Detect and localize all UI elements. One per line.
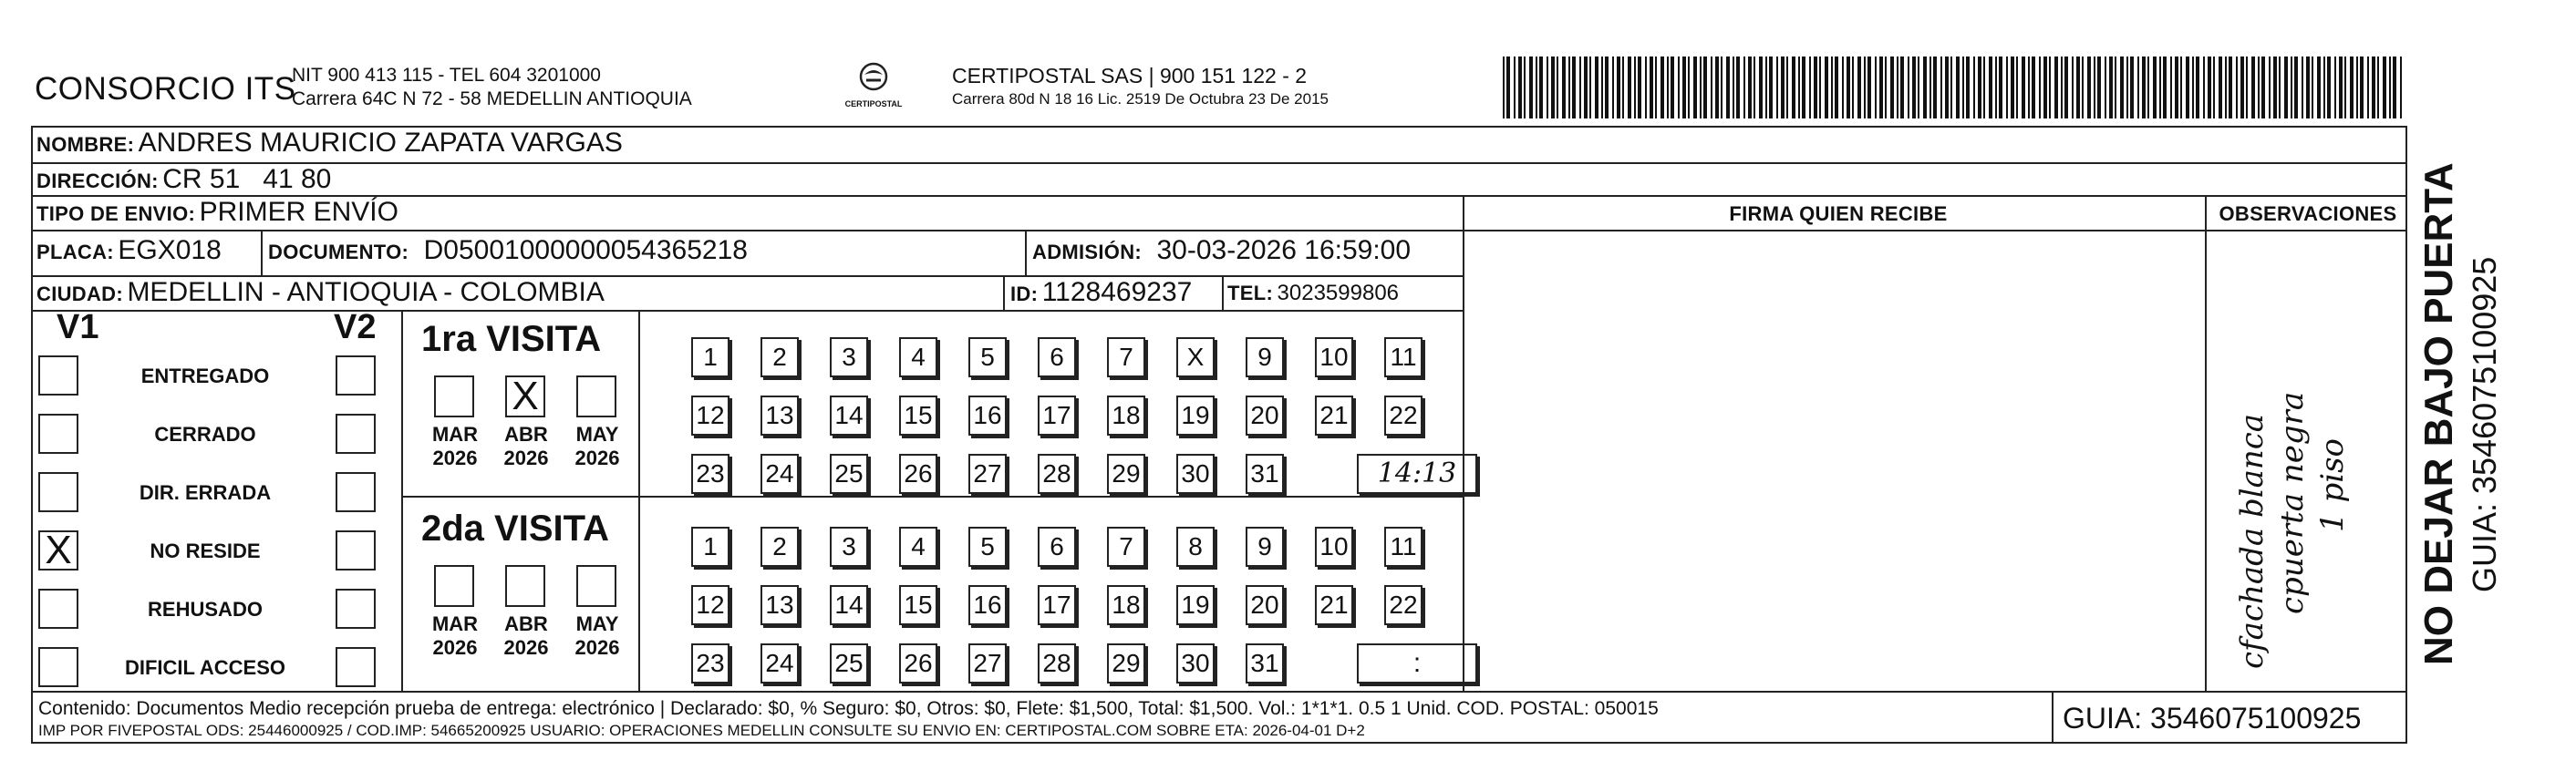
- day-box[interactable]: 25: [830, 454, 868, 494]
- nombre-row: [36, 128, 623, 159]
- no-dejar-bajo-puerta: NO DEJAR BAJO PUERTA: [2416, 162, 2461, 665]
- month-label: [565, 423, 629, 470]
- admision-value: 30-03-2026 16:59:00: [1156, 235, 1412, 265]
- obs-line-3: 1 piso: [2314, 438, 2351, 532]
- month-year: 2026: [432, 447, 478, 469]
- day-box[interactable]: 13: [760, 585, 799, 625]
- day-box[interactable]: 26: [899, 643, 937, 684]
- day-box[interactable]: 8: [1176, 527, 1215, 567]
- month-name: ABR: [504, 612, 548, 635]
- day-box[interactable]: 18: [1107, 585, 1145, 625]
- day-box[interactable]: 10: [1315, 527, 1353, 567]
- status-label: DIFICIL ACCESO: [124, 656, 285, 679]
- postal-nit-line: CERTIPOSTAL SAS | 900 151 122 - 2: [952, 64, 1308, 87]
- v2-checkbox[interactable]: [336, 414, 376, 454]
- time-box[interactable]: 14:13: [1357, 454, 1477, 494]
- certipostal-logo: [837, 62, 910, 117]
- v1-checkbox[interactable]: [38, 472, 78, 512]
- company-nit-line: NIT 900 413 115 - TEL 604 3201000: [292, 65, 601, 86]
- observaciones-area: [2209, 231, 2404, 689]
- day-box[interactable]: 27: [968, 643, 1007, 684]
- delivery-form: [31, 126, 2407, 744]
- day-box[interactable]: 12: [691, 396, 729, 436]
- month-label: [423, 612, 487, 660]
- admision-label: ADMISIÓN:: [1032, 241, 1143, 263]
- day-box[interactable]: 26: [899, 454, 937, 494]
- day-box[interactable]: 16: [968, 585, 1007, 625]
- day-box[interactable]: 20: [1246, 396, 1284, 436]
- day-box[interactable]: 28: [1038, 643, 1076, 684]
- tipo-envio-value: PRIMER ENVÍO: [199, 197, 398, 227]
- month-year: 2026: [432, 636, 478, 659]
- month-year: 2026: [574, 636, 620, 659]
- obs-line-1: cfachada blanca: [2234, 413, 2271, 669]
- placa-cell: [36, 235, 222, 266]
- v2-header: V2: [334, 308, 377, 346]
- documento-cell: [268, 235, 748, 266]
- day-box[interactable]: 20: [1246, 585, 1284, 625]
- day-box[interactable]: 23: [691, 643, 729, 684]
- firma-label: FIRMA QUIEN RECIBE: [1729, 202, 1948, 225]
- nombre-value: ANDRES MAURICIO ZAPATA VARGAS: [138, 128, 623, 158]
- day-box[interactable]: 21: [1315, 396, 1353, 436]
- id-label: ID:: [1010, 283, 1039, 305]
- day-box[interactable]: 27: [968, 454, 1007, 494]
- company-name: CONSORCIO ITS: [35, 71, 296, 107]
- day-box[interactable]: 25: [830, 643, 868, 684]
- company-address-line: Carrera 64C N 72 - 58 MEDELLIN ANTIOQUIA: [292, 88, 692, 109]
- day-box[interactable]: 7: [1107, 527, 1145, 567]
- status-label: CERRADO: [154, 423, 256, 446]
- tel-label: TEL:: [1227, 282, 1274, 304]
- month-year: 2026: [503, 636, 549, 659]
- month-checkbox[interactable]: X: [505, 375, 545, 417]
- day-box[interactable]: 29: [1107, 643, 1145, 684]
- footer-contenido: Contenido: Documentos Medio recepción prueba de entrega: electrónico | Declarado: $0, % Seguro: $0, Otros: $0, Flete: $1,500, Total: $1,500. Vol.: 1*1*1. 0.5 1 Unid. COD. POSTAL: 050015: [38, 698, 1659, 719]
- documento-label: DOCUMENTO:: [268, 241, 409, 263]
- day-box[interactable]: 24: [760, 643, 799, 684]
- postal-address-line: Carrera 80d N 18 16 Lic. 2519 De Octubra 23 De 2015: [952, 90, 1329, 108]
- month-label: [423, 423, 487, 470]
- month-name: ABR: [504, 423, 548, 446]
- day-box[interactable]: 16: [968, 396, 1007, 436]
- month-name: MAY: [575, 612, 619, 635]
- day-box[interactable]: 9: [1246, 527, 1284, 567]
- month-checkbox[interactable]: [576, 565, 616, 607]
- day-box[interactable]: 31: [1246, 454, 1284, 494]
- day-box[interactable]: 5: [968, 527, 1007, 567]
- day-box[interactable]: 14: [830, 396, 868, 436]
- month-name: MAR: [431, 612, 479, 635]
- day-box[interactable]: 19: [1176, 396, 1215, 436]
- month-checkbox[interactable]: [434, 375, 474, 417]
- v1-header: V1: [57, 308, 99, 346]
- month-label: [494, 612, 558, 660]
- placa-label: PLACA:: [36, 241, 114, 263]
- day-box[interactable]: 14: [830, 585, 868, 625]
- day-box[interactable]: 15: [899, 396, 937, 436]
- time-box[interactable]: :: [1357, 643, 1477, 684]
- month-label: [494, 423, 558, 470]
- day-box[interactable]: 10: [1315, 337, 1353, 377]
- direccion-value: CR 51 41 80: [162, 164, 332, 194]
- v1-checkbox[interactable]: [38, 589, 78, 629]
- month-checkbox[interactable]: [505, 565, 545, 607]
- month-year: 2026: [574, 447, 620, 469]
- tipo-envio-row: [36, 197, 398, 228]
- day-box[interactable]: 6: [1038, 527, 1076, 567]
- side-guia: GUIA: 3546075100925: [2466, 256, 2503, 592]
- v1-checkbox[interactable]: [38, 414, 78, 454]
- day-box[interactable]: 30: [1176, 643, 1215, 684]
- day-box[interactable]: 22: [1384, 396, 1422, 436]
- v2-checkbox[interactable]: [336, 355, 376, 396]
- day-box[interactable]: 5: [968, 337, 1007, 377]
- day-box[interactable]: 3: [830, 337, 868, 377]
- id-value: 1128469237: [1041, 277, 1193, 307]
- month-checkbox[interactable]: [576, 375, 616, 417]
- id-cell: [1010, 277, 1192, 308]
- month-checkbox[interactable]: [434, 565, 474, 607]
- month-name: MAY: [575, 423, 619, 446]
- day-box[interactable]: 1: [691, 337, 729, 377]
- month-name: MAR: [431, 423, 479, 446]
- day-box[interactable]: 17: [1038, 396, 1076, 436]
- observaciones-label: OBSERVACIONES: [2219, 202, 2397, 225]
- day-box[interactable]: 11: [1384, 337, 1422, 377]
- day-box[interactable]: 4: [899, 527, 937, 567]
- status-label: NO RESIDE: [150, 540, 261, 562]
- footer-guia: GUIA: 3546075100925: [2063, 702, 2362, 735]
- admision-cell: [1032, 235, 1411, 266]
- status-label: DIR. ERRADA: [139, 481, 272, 504]
- day-box[interactable]: 11: [1384, 527, 1422, 567]
- direccion-label: DIRECCIÓN:: [36, 170, 159, 192]
- day-box[interactable]: 4: [899, 337, 937, 377]
- visit2-title: 2da VISITA: [421, 509, 609, 549]
- status-label: REHUSADO: [148, 598, 263, 621]
- placa-value: EGX018: [118, 235, 222, 265]
- ciudad-cell: [36, 277, 605, 308]
- day-box[interactable]: 6: [1038, 337, 1076, 377]
- v2-checkbox[interactable]: [336, 472, 376, 512]
- day-box[interactable]: 13: [760, 396, 799, 436]
- direccion-row: [36, 164, 331, 195]
- day-box[interactable]: 17: [1038, 585, 1076, 625]
- day-box[interactable]: 9: [1246, 337, 1284, 377]
- tel-cell: [1227, 281, 1399, 306]
- day-box[interactable]: 2: [760, 337, 799, 377]
- v1-checkbox[interactable]: [38, 355, 78, 396]
- day-box[interactable]: 1: [691, 527, 729, 567]
- day-box[interactable]: 2: [760, 527, 799, 567]
- day-box[interactable]: 3: [830, 527, 868, 567]
- day-box[interactable]: X: [1176, 337, 1215, 377]
- signature-area[interactable]: [1466, 231, 2203, 689]
- nombre-label: NOMBRE:: [36, 133, 135, 156]
- day-box[interactable]: 24: [760, 454, 799, 494]
- day-box[interactable]: 7: [1107, 337, 1145, 377]
- day-box[interactable]: 15: [899, 585, 937, 625]
- day-box[interactable]: 30: [1176, 454, 1215, 494]
- ciudad-value: MEDELLIN - ANTIOQUIA - COLOMBIA: [127, 277, 605, 307]
- tel-value: 3023599806: [1277, 281, 1400, 305]
- documento-value: D05001000000054365218: [423, 235, 748, 265]
- footer-impresion: IMP POR FIVEPOSTAL ODS: 25446000925 / COD.IMP: 54665200925 USUARIO: OPERACIONES MEDELLIN CONSULTE SU ENVIO EN: CERTIPOSTAL.COM SOBRE ETA: 2026-04-01 D+2: [38, 722, 1365, 739]
- v2-checkbox[interactable]: [336, 589, 376, 629]
- postal-info: [952, 64, 1329, 111]
- day-box[interactable]: 31: [1246, 643, 1284, 684]
- day-box[interactable]: 18: [1107, 396, 1145, 436]
- obs-line-2: cpuerta negra: [2274, 391, 2311, 614]
- visit1-title: 1ra VISITA: [421, 319, 602, 359]
- day-box[interactable]: 19: [1176, 585, 1215, 625]
- v2-checkbox[interactable]: [336, 530, 376, 571]
- day-box[interactable]: 22: [1384, 585, 1422, 625]
- status-label: ENTREGADO: [140, 365, 270, 387]
- barcode: [1503, 57, 2405, 118]
- v2-checkbox[interactable]: [336, 647, 376, 687]
- logo-text: CERTIPOSTAL: [844, 99, 903, 108]
- day-box[interactable]: 21: [1315, 585, 1353, 625]
- v1-checkbox[interactable]: [38, 647, 78, 687]
- company-info: [292, 64, 692, 111]
- day-box[interactable]: 23: [691, 454, 729, 494]
- day-box[interactable]: 12: [691, 585, 729, 625]
- month-label: [565, 612, 629, 660]
- tipo-envio-label: TIPO DE ENVIO:: [36, 202, 196, 225]
- v1-checkbox[interactable]: X: [38, 530, 78, 571]
- ciudad-label: CIUDAD:: [36, 283, 123, 305]
- day-box[interactable]: 29: [1107, 454, 1145, 494]
- day-box[interactable]: 28: [1038, 454, 1076, 494]
- month-year: 2026: [503, 447, 549, 469]
- logo-icon: [855, 62, 892, 95]
